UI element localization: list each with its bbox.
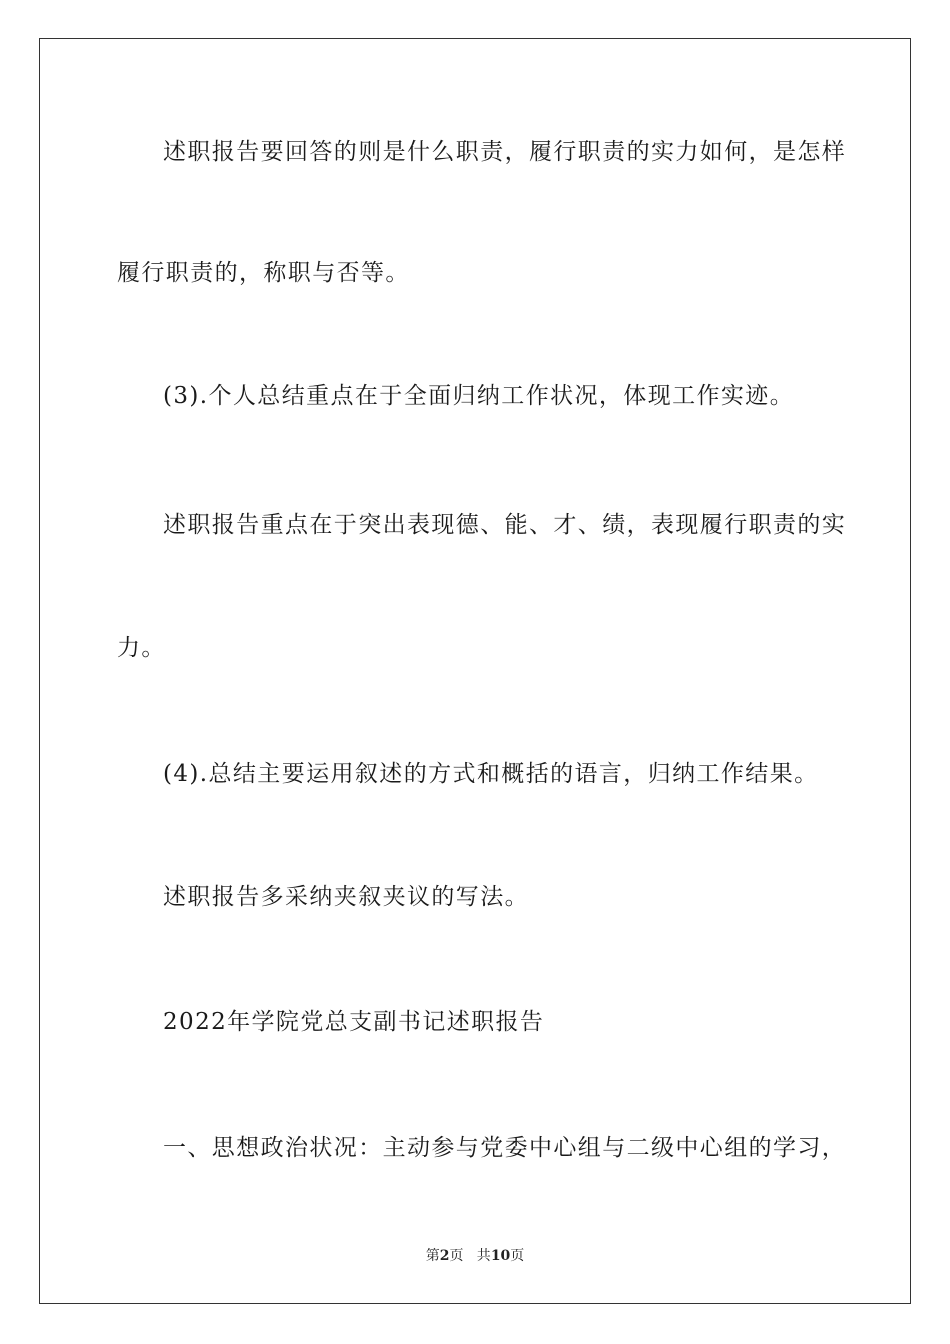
paragraph-line: 述职报告重点在于突出表现德、能、才、绩，表现履行职责的实 (163, 512, 847, 538)
paragraph-line: (3).个人总结重点在于全面归纳工作状况，体现工作实迹。 (163, 383, 795, 409)
paragraph-line: 述职报告要回答的则是什么职责，履行职责的实力如何，是怎样 (163, 139, 847, 165)
page-frame (39, 38, 911, 1304)
paragraph-line: 履行职责的，称职与否等。 (117, 260, 410, 286)
footer-middle: 页 共 (449, 1248, 491, 1264)
paragraph-line: 一、思想政治状况：主动参与党委中心组与二级中心组的学习， (163, 1135, 847, 1161)
paragraph-line: (4).总结主要运用叙述的方式和概括的语言，归纳工作结果。 (163, 761, 819, 787)
paragraph-line: 力。 (117, 635, 166, 661)
paragraph-line: 述职报告多采纳夹叙夹议的写法。 (163, 884, 529, 910)
section-heading: 2022年学院党总支副书记述职报告 (163, 1009, 545, 1035)
footer-page-number: 2 (439, 1248, 450, 1264)
footer-suffix: 页 (510, 1248, 525, 1264)
footer-prefix: 第 (425, 1248, 440, 1264)
page-footer (0, 1246, 950, 1266)
footer-total-pages: 10 (490, 1248, 511, 1264)
